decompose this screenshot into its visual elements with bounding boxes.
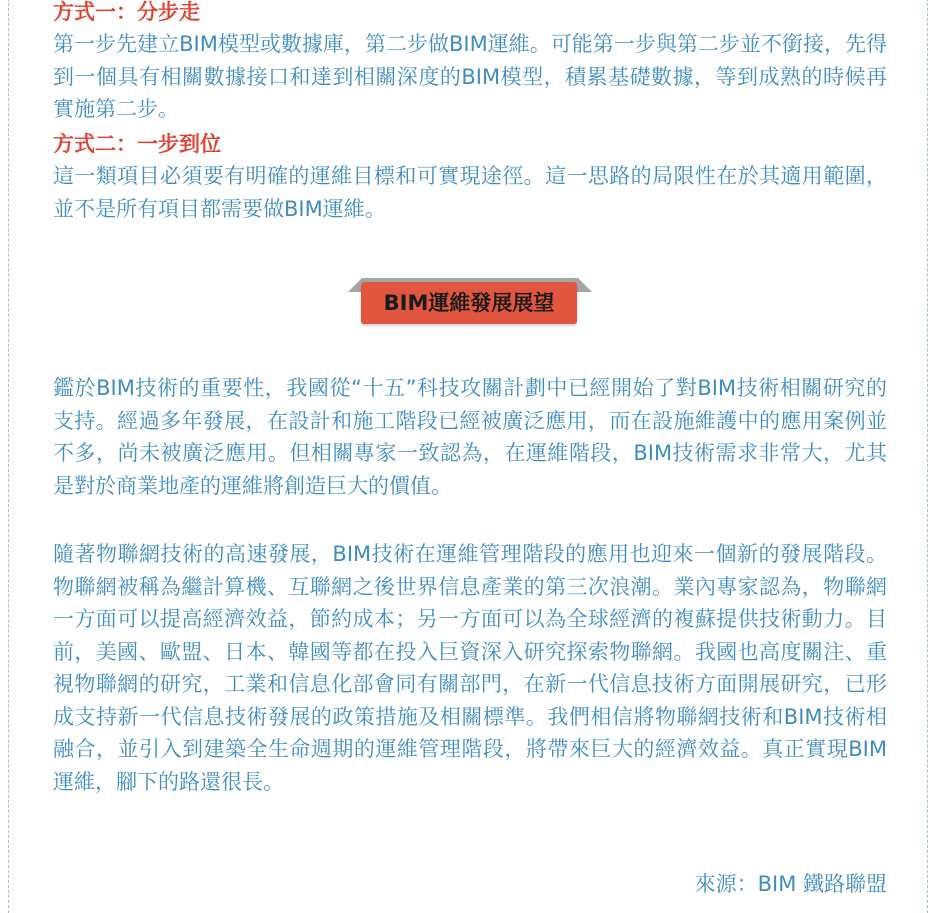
source-credit: 來源：BIM 鐵路聯盟 [694, 872, 887, 896]
method-two-block [53, 128, 887, 225]
section-title-banner [348, 278, 592, 326]
section-title: BIM運維發展展望 [361, 282, 577, 324]
method-two-body: 這一類項目必須要有明確的運維目標和可實現途徑。這一思路的局限性在於其適用範圍，並不是所有項目都需要做BIM運維。 [53, 164, 887, 221]
banner-tab-left [348, 278, 362, 292]
method-one-heading: 方式一：分步走 [53, 0, 200, 24]
method-one-body: 第一步先建立BIM模型或數據庫，第二步做BIM運維。可能第一步與第二步並不銜接，先得到一個具有相關數據接口和達到相關深度的BIM模型，積累基礎數據，等到成熟的時候再實施第二步。 [53, 32, 887, 121]
banner-tab-right [578, 278, 592, 292]
method-two-heading: 方式二：一步到位 [53, 132, 221, 156]
method-one-block [53, 0, 887, 126]
outlook-paragraph-1: 鑑於BIM技術的重要性，我國從“十五”科技攻關計劃中已經開始了對BIM技術相關研究的支持。經過多年發展，在設計和施工階段已經被廣泛應用，而在設施維護中的應用案例並不多，尚未被廣泛應用。但相關專家一致認為，在運維階段，BIM技術需求非常大，尤其是對於商業地產的運維將創造巨大的價值。 [53, 376, 887, 498]
outlook-paragraph-2: 隨著物聯網技術的高速發展，BIM技術在運維管理階段的應用也迎來一個新的發展階段。物聯網被稱為繼計算機、互聯網之後世界信息產業的第三次浪潮。業內專家認為，物聯網一方面可以提高經濟效益，節約成本；另一方面可以為全球經濟的複蘇提供技術動力。目前，美國、歐盟、日本、韓國等都在投入巨資深入研究探索物聯網。我國也高度關注、重視物聯網的研究，工業和信息化部會同有關部門，在新一代信息技術方面開展研究，已形成支持新一代信息技術發展的政策措施及相關標準。我們相信將物聯網技術和BIM技術相融合，並引入到建築全生命週期的運維管理階段，將帶來巨大的經濟效益。真正實現BIM運維，腳下的路還很長。 [53, 542, 887, 794]
